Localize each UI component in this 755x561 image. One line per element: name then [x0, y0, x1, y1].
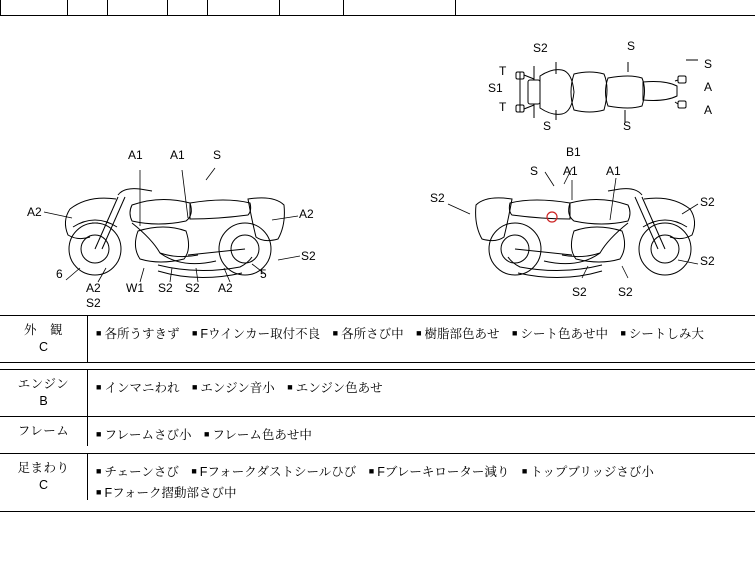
diagram-label-left-1: A1 — [170, 148, 185, 162]
bullet-icon: ■ — [96, 429, 102, 439]
diagram-label-left-8: A2 — [86, 281, 101, 295]
condition-item-label: フレーム色あせ中 — [212, 428, 312, 442]
bullet-icon: ■ — [96, 382, 102, 392]
diagram-label-right-7: S2 — [572, 285, 587, 299]
condition-rows — [0, 316, 755, 561]
top-cell-7 — [344, 0, 456, 16]
bullet-icon: ■ — [96, 328, 102, 338]
top-cell-1 — [0, 0, 68, 16]
right-view-leader-lines — [420, 156, 720, 316]
condition-item — [204, 428, 312, 442]
diagram-label-left-3: A2 — [27, 205, 42, 219]
diagram-label-left-2: S — [213, 148, 222, 162]
condition-row-engine — [0, 370, 755, 417]
category-name: フレーム — [17, 424, 70, 438]
condition-category-suspension — [0, 454, 88, 500]
bullet-icon: ■ — [620, 328, 626, 338]
condition-item-label: チェーンさび — [104, 465, 179, 479]
condition-row-suspension — [0, 454, 755, 512]
condition-category-appearance — [0, 316, 88, 362]
diagram-label-left-5: S2 — [301, 249, 316, 263]
condition-items-suspension — [88, 454, 755, 511]
bullet-icon: ■ — [368, 466, 375, 476]
diagram-label-top-7: A — [704, 103, 713, 117]
diagram-label-right-2: A1 — [563, 164, 578, 178]
condition-category-engine — [0, 370, 88, 416]
condition-item — [287, 381, 382, 395]
bullet-icon: ■ — [521, 466, 528, 476]
diagram-label-right-4: S2 — [430, 191, 445, 205]
diagram-label-left-7: 5 — [260, 267, 267, 281]
bullet-icon: ■ — [191, 328, 198, 338]
diagram-label-left-4: A2 — [299, 207, 314, 221]
category-name: 足まわり — [17, 461, 70, 475]
condition-item — [620, 327, 703, 341]
diagram-label-top-6: T — [499, 100, 507, 114]
condition-item-label: Fフォークダストシールひび — [199, 465, 357, 479]
diagram-label-left-12: A2 — [218, 281, 233, 295]
condition-item — [333, 327, 404, 341]
bullet-icon: ■ — [287, 382, 293, 392]
condition-items-frame — [88, 417, 755, 453]
condition-row-appearance — [0, 316, 755, 363]
condition-item — [96, 465, 179, 479]
condition-item — [522, 465, 654, 479]
category-grade: B — [39, 394, 48, 408]
bullet-icon: ■ — [96, 487, 102, 497]
condition-item-label: シートしみ大 — [628, 327, 704, 341]
diagram-label-top-4: S1 — [488, 81, 503, 95]
condition-items-engine — [88, 370, 755, 406]
diagram-label-top-0: S2 — [533, 41, 548, 55]
bullet-icon: ■ — [203, 429, 210, 439]
diagram-label-top-3: T — [499, 64, 507, 78]
top-cell-2 — [68, 0, 108, 16]
condition-item — [96, 381, 179, 395]
condition-item — [96, 486, 236, 500]
condition-item-label: 各所うすきず — [104, 327, 180, 341]
condition-item-label: インマニわれ — [104, 381, 180, 395]
condition-item — [512, 327, 608, 341]
diagram-label-top-1: S — [627, 39, 636, 53]
bullet-icon: ■ — [332, 328, 339, 338]
category-name: エンジン — [17, 377, 70, 391]
bullet-icon: ■ — [416, 328, 422, 338]
top-cell-4 — [168, 0, 208, 16]
diagram-label-left-11: S2 — [185, 281, 200, 295]
bullet-icon: ■ — [96, 466, 102, 476]
diagram-label-right-6: S2 — [700, 254, 715, 268]
bullet-icon: ■ — [512, 328, 518, 338]
diagram-label-top-2: S — [704, 57, 713, 71]
diagram-label-right-5: S2 — [700, 195, 715, 209]
top-cell-5 — [208, 0, 280, 16]
diagram-label-left-0: A1 — [128, 148, 143, 162]
category-grade: C — [38, 340, 49, 354]
diagram-label-left-13: S2 — [86, 296, 101, 310]
diagram-label-right-0: B1 — [566, 145, 581, 159]
diagram-label-top-9: S — [623, 119, 632, 133]
top-cell-8 — [456, 0, 755, 16]
condition-item-label: Fブレーキローター減り — [377, 465, 510, 479]
condition-items-appearance — [88, 316, 755, 358]
condition-item-label: Fウインカー取付不良 — [200, 327, 321, 341]
condition-item — [192, 327, 320, 341]
row-separator — [0, 363, 755, 370]
condition-item-label: エンジン色あせ — [295, 381, 383, 395]
category-name: 外 観 — [23, 323, 63, 337]
diagram-label-right-1: S — [530, 164, 539, 178]
top-cell-3 — [108, 0, 168, 16]
top-cell-6 — [280, 0, 344, 16]
condition-item — [192, 381, 275, 395]
diagram-label-left-6: 6 — [56, 267, 63, 281]
condition-item — [416, 327, 499, 341]
condition-row-frame — [0, 417, 755, 454]
diagram-label-left-9: W1 — [126, 281, 144, 295]
condition-item — [191, 465, 356, 479]
top-table-strip — [0, 0, 755, 16]
condition-item-label: 各所さび中 — [341, 327, 404, 341]
diagram-label-top-8: S — [543, 119, 552, 133]
condition-item — [369, 465, 510, 479]
diagram-label-right-3: A1 — [606, 164, 621, 178]
diagram-label-left-10: S2 — [158, 281, 173, 295]
category-grade: C — [38, 478, 49, 492]
bullet-icon: ■ — [191, 382, 198, 392]
condition-category-frame — [0, 417, 88, 446]
condition-item — [96, 327, 179, 341]
diagram-label-top-5: A — [704, 80, 713, 94]
condition-item-label: 樹脂部色あせ — [424, 327, 500, 341]
diagram-label-right-8: S2 — [618, 285, 633, 299]
left-view-leader-lines — [10, 156, 330, 316]
condition-item — [96, 428, 191, 442]
condition-item-label: エンジン音小 — [200, 381, 275, 395]
condition-item-label: シート色あせ中 — [520, 327, 608, 341]
condition-item-label: フレームさび小 — [104, 428, 192, 442]
damage-diagram-panel — [0, 16, 755, 316]
condition-item-label: Fフォーク摺動部さび中 — [104, 486, 237, 500]
condition-item-label: トップブリッジさび小 — [530, 465, 654, 479]
bullet-icon: ■ — [191, 466, 197, 476]
